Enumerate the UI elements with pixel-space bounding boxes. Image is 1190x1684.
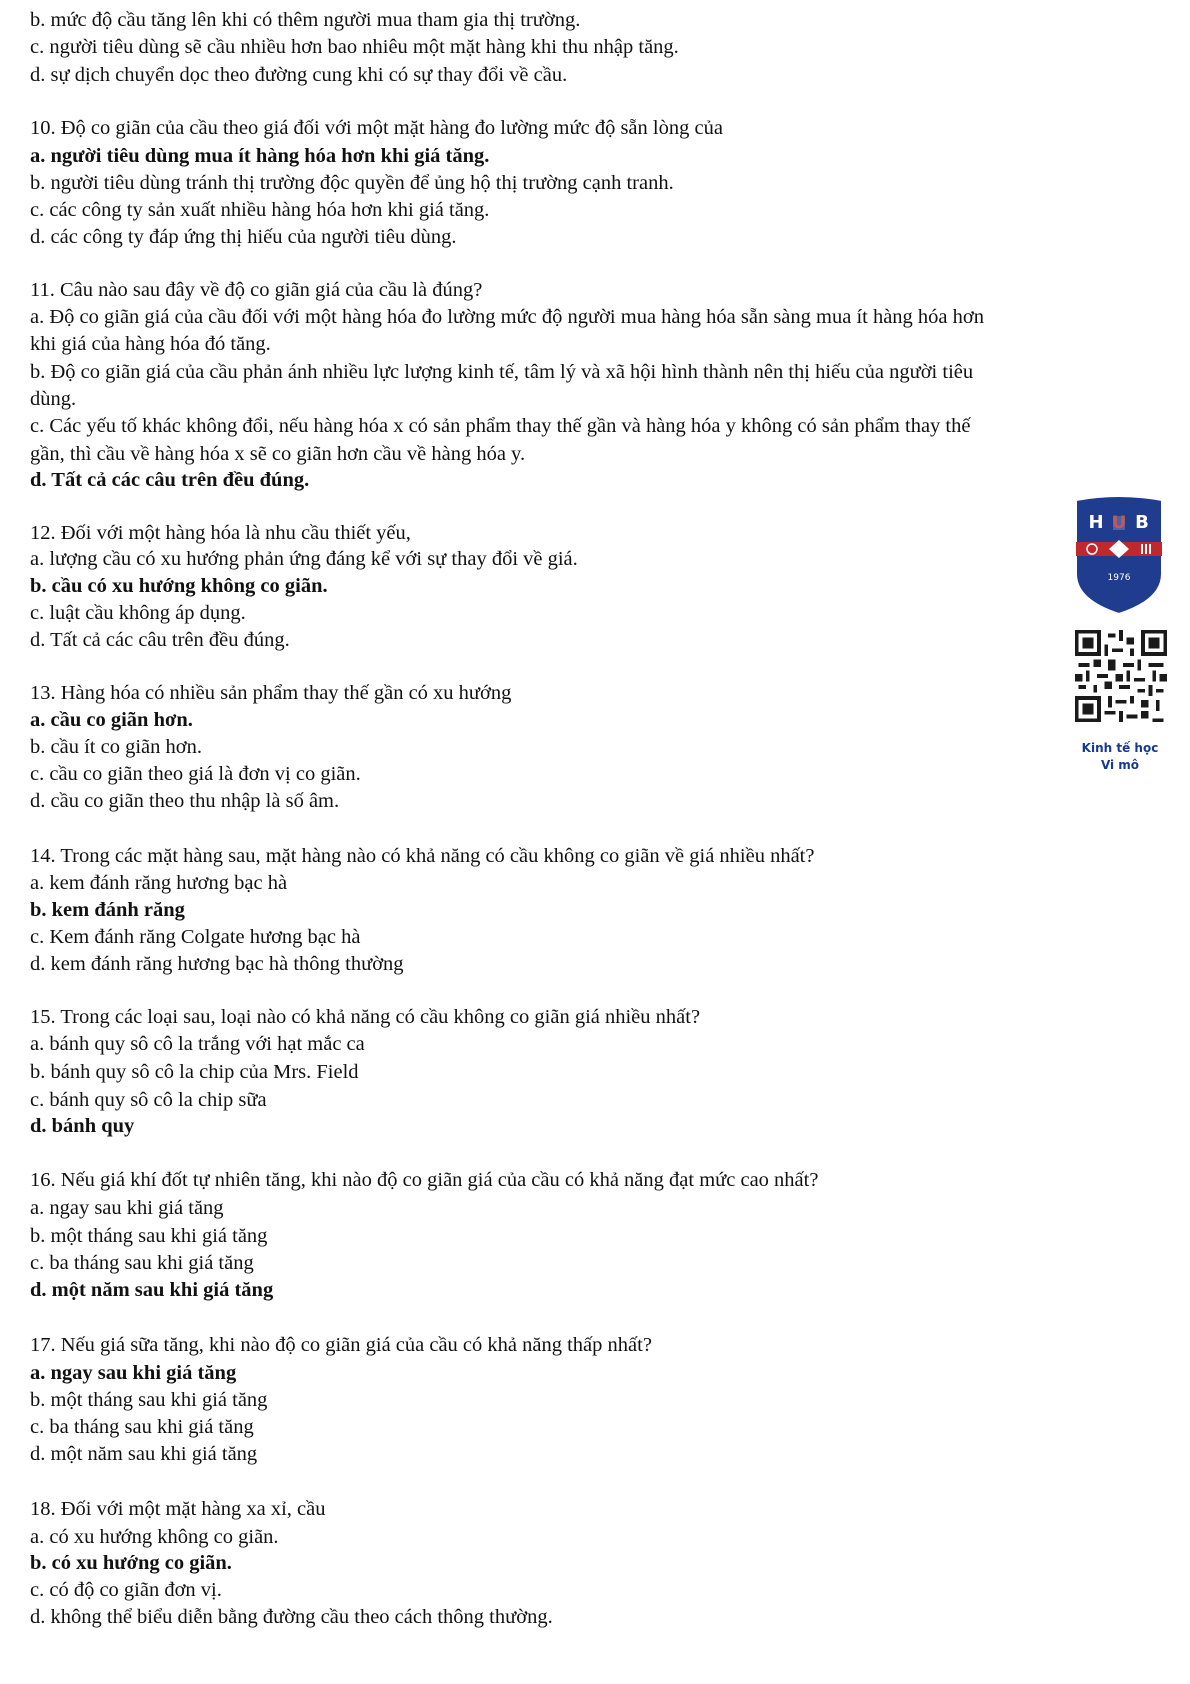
answer-correct-q18b: b. có xu hướng co giãn.	[30, 1552, 232, 1574]
text-line-q15b: b. bánh quy sô cô la chip của Mrs. Field	[30, 1061, 359, 1083]
text-line-q15a: a. bánh quy sô cô la trắng với hạt mắc ca	[30, 1033, 365, 1055]
hub-shield-logo	[1068, 496, 1170, 616]
text-line-q11a2: khi giá của hàng hóa đó tăng.	[30, 333, 271, 355]
answer-correct-q13a: a. cầu co giãn hơn.	[30, 709, 193, 731]
text-line-q11c1: c. Các yếu tố khác không đổi, nếu hàng hóa x có sản phẩm thay thế gần và hàng hóa y không có sản phẩm thay thế	[30, 415, 971, 437]
text-line-q9c: c. người tiêu dùng sẽ cầu nhiều hơn bao nhiêu một mặt hàng khi thu nhập tăng.	[30, 36, 679, 58]
text-line-q11: 11. Câu nào sau đây về độ co giãn giá của cầu là đúng?	[30, 279, 483, 301]
text-line-q10: 10. Độ co giãn của cầu theo giá đối với một mặt hàng đo lường mức độ sẵn lòng của	[30, 117, 723, 139]
course-title-line-2: Vi mô	[1100, 758, 1140, 772]
text-line-q9b: b. mức độ cầu tăng lên khi có thêm người mua tham gia thị trường.	[30, 9, 581, 31]
text-line-q14a: a. kem đánh răng hương bạc hà	[30, 872, 288, 894]
document-page	[30, 0, 1160, 1684]
text-line-q17d: d. một năm sau khi giá tăng	[30, 1443, 258, 1465]
answer-correct-q12b: b. cầu có xu hướng không co giãn.	[30, 575, 328, 597]
text-line-q18c: c. có độ co giãn đơn vị.	[30, 1579, 222, 1601]
text-line-q16b: b. một tháng sau khi giá tăng	[30, 1225, 268, 1247]
text-line-q16c: c. ba tháng sau khi giá tăng	[30, 1252, 254, 1274]
text-line-q15c: c. bánh quy sô cô la chip sữa	[30, 1089, 267, 1111]
answer-correct-q16d: d. một năm sau khi giá tăng	[30, 1279, 274, 1301]
text-line-q17c: c. ba tháng sau khi giá tăng	[30, 1416, 254, 1438]
text-line-q13: 13. Hàng hóa có nhiều sản phẩm thay thế gần có xu hướng	[30, 682, 512, 704]
text-line-q18a: a. có xu hướng không co giãn.	[30, 1526, 279, 1548]
logo-year: 1976	[1107, 573, 1131, 583]
text-line-q16a: a. ngay sau khi giá tăng	[30, 1197, 224, 1219]
answer-correct-q14b: b. kem đánh răng	[30, 899, 185, 921]
answer-correct-q17a: a. ngay sau khi giá tăng	[30, 1362, 237, 1384]
qr-code-icon	[1075, 630, 1167, 722]
text-line-q12c: c. luật cầu không áp dụng.	[30, 602, 246, 624]
text-line-q17b: b. một tháng sau khi giá tăng	[30, 1389, 268, 1411]
text-line-q18: 18. Đối với một mặt hàng xa xỉ, cầu	[30, 1498, 326, 1520]
text-line-q12d: d. Tất cả các câu trên đều đúng.	[30, 629, 290, 651]
text-line-q13b: b. cầu ít co giãn hơn.	[30, 736, 202, 758]
text-line-q17: 17. Nếu giá sữa tăng, khi nào độ co giãn giá của cầu có khả năng thấp nhất?	[30, 1334, 652, 1356]
answer-correct-q15d: d. bánh quy	[30, 1115, 135, 1137]
answer-correct-q10a: a. người tiêu dùng mua ít hàng hóa hơn khi giá tăng.	[30, 145, 490, 167]
course-badge	[1065, 496, 1175, 781]
text-line-q13c: c. cầu co giãn theo giá là đơn vị co giãn.	[30, 763, 361, 785]
text-line-q18d: d. không thể biểu diễn bằng đường cầu theo cách thông thường.	[30, 1606, 553, 1628]
text-line-q14: 14. Trong các mặt hàng sau, mặt hàng nào có khả năng có cầu không co giãn về giá nhiều nhất?	[30, 845, 815, 867]
text-line-q12a: a. lượng cầu có xu hướng phản ứng đáng kể với sự thay đổi về giá.	[30, 548, 578, 570]
text-line-q13d: d. cầu co giãn theo thu nhập là số âm.	[30, 790, 340, 812]
text-line-q10d: d. các công ty đáp ứng thị hiếu của người tiêu dùng.	[30, 226, 457, 248]
text-line-q10c: c. các công ty sản xuất nhiều hàng hóa hơn khi giá tăng.	[30, 199, 490, 221]
text-line-q11b2: dùng.	[30, 388, 77, 410]
text-line-q12: 12. Đối với một hàng hóa là nhu cầu thiết yếu,	[30, 522, 411, 544]
text-line-q11b1: b. Độ co giãn giá của cầu phản ánh nhiều lực lượng kinh tế, tâm lý và xã hội hình thành nên thị hiếu của người tiêu	[30, 361, 974, 383]
logo-letter-b: B	[1135, 512, 1149, 533]
course-title-line-1: Kinh tế học	[1081, 741, 1159, 755]
text-line-q9d: d. sự dịch chuyển dọc theo đường cung khi có sự thay đổi về cầu.	[30, 64, 568, 86]
text-line-q16: 16. Nếu giá khí đốt tự nhiên tăng, khi nào độ co giãn giá của cầu có khả năng đạt mức cao nhất?	[30, 1169, 819, 1191]
answer-correct-q11d: d. Tất cả các câu trên đều đúng.	[30, 469, 310, 491]
text-line-q15: 15. Trong các loại sau, loại nào có khả năng có cầu không co giãn giá nhiều nhất?	[30, 1006, 701, 1028]
text-line-q10b: b. người tiêu dùng tránh thị trường độc quyền để ủng hộ thị trường cạnh tranh.	[30, 172, 674, 194]
logo-letter-h: H	[1088, 512, 1104, 533]
text-line-q11c2: gần, thì cầu về hàng hóa x sẽ co giãn hơn cầu về hàng hóa y.	[30, 443, 526, 465]
text-line-q14d: d. kem đánh răng hương bạc hà thông thường	[30, 953, 404, 975]
logo-letter-u: U	[1111, 512, 1127, 533]
text-line-q14c: c. Kem đánh răng Colgate hương bạc hà	[30, 926, 361, 948]
text-line-q11a1: a. Độ co giãn giá của cầu đối với một hàng hóa đo lường mức độ người mua hàng hóa sẵn sàng mua ít hàng hóa hơn	[30, 306, 985, 328]
